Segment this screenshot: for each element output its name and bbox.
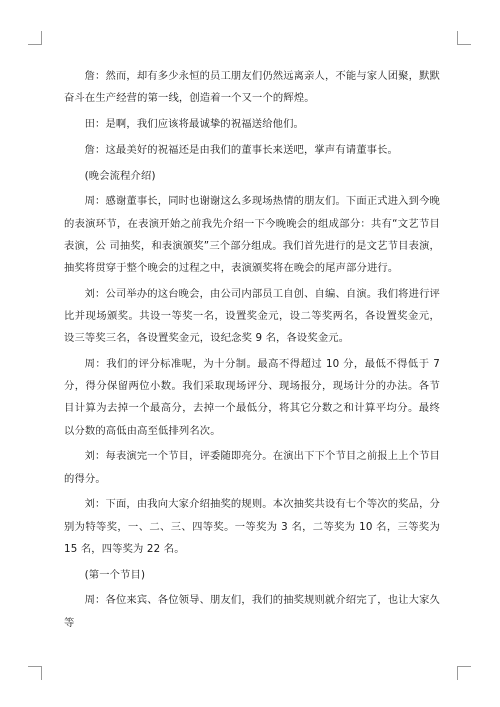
paragraph: 周：感谢董事长，同时也谢谢这么多现场热情的朋友们。下面正式进入到今晚的表演环节，在表演开始之前我先介绍一下今晚晚会的组成部分：共有“文艺节目表演，公 司抽奖，和表演颁奖”三个部分组成。我们首先进行的是文艺节目表演，抽奖将贯穿于整个晚会的过程之中，表演颁奖将在晚会的尾声部分进行。 [64,195,440,274]
crop-mark-bottom-right [457,666,471,680]
paragraph: 詹：然而，却有多少永恒的员工朋友们仍然远离亲人，不能与家人团聚，默默奋斗在生产经营的第一线，创造着一个又一个的辉煌。 [64,70,440,105]
section-note: (第一个节目) [84,568,146,581]
paragraph: 刘：公司举办的这台晚会，由公司内部员工自创、自编、自演。我们将进行评比并现场颁奖。共设一等奖一名，设置奖金元，设二等奖两名，各设置奖金元，设三等奖三名，各设置奖金元，设纪念奖 9 名，各设奖金元。 [64,287,440,345]
crop-mark-top-right [457,31,471,45]
crop-mark-top-left [28,31,42,45]
paragraph: 刘：下面，由我向大家介绍抽奖的规则。本次抽奖共设有七个等次的奖品，分别为特等奖，一、二、三、四等奖。一等奖为 3 名，二等奖为 10 名，三等奖为 15 名，四等奖为 22 名。 [64,498,440,555]
paragraph: 周：各位来宾、各位领导、朋友们，我们的抽奖规则就介绍完了，也让大家久等 [64,594,440,629]
paragraph: 詹：这最美好的祝福还是由我们的董事长来送吧，掌声有请董事长。 [84,143,398,156]
document-body [64,65,440,637]
section-note: (晚会流程介绍) [84,169,156,182]
paragraph: 周：我们的评分标准呢，为十分制。最高不得超过 10 分，最低不得低于 7 分，得分保留两位小数。我们采取现场评分、现场报分，现场计分的办法。各节目计算为去掉一个最高分，去掉一个最低分，将其它分数之和计算平均分。最终以分数的高低由高至低排列名次。 [64,358,440,437]
crop-mark-bottom-left [28,666,42,680]
paragraph: 刘：每表演完一个节目，评委随即亮分。在演出下下个节目之前报上上个节目的得分。 [64,450,440,485]
paragraph: 田：是啊，我们应该将最诚挚的祝福送给他们。 [84,118,304,130]
